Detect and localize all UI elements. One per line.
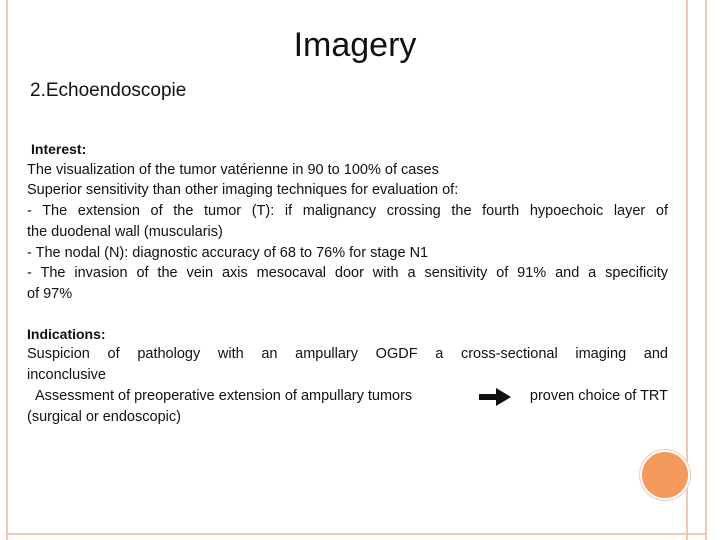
decorative-circle [640,450,690,500]
interest-line-6: - The invasion of the vein axis mesocaval door with a sensitivity of 91% and a specificity [27,265,668,282]
interest-line-5: - The nodal (N): diagnostic accuracy of 68 to 76% for stage N1 [27,244,429,261]
slide-border-left [6,0,8,540]
treatment-choice-text: proven choice of TRT [529,387,668,404]
slide-border-right [686,0,688,540]
interest-line-1: The visualization of the tumor vatérienne in 90 to 100% of cases [27,161,439,178]
indications-heading: Indications: [27,325,106,342]
interest-line-7: of 97% [27,285,73,302]
assessment-text: Assessment of preoperative extension of ampullary tumors [35,387,413,404]
interest-line-4: the duodenal wall (muscularis) [27,223,223,240]
indications-line-2: inconclusive [27,367,106,384]
interest-heading: Interest: [31,141,87,157]
indications-line-4: (surgical or endoscopic) [27,408,181,425]
assessment-row [27,386,668,407]
slide-border-right-outer [705,0,707,540]
interest-line-2: Superior sensitivity than other imaging techniques for evaluation of: [27,182,459,199]
slide-border-bottom [6,533,706,535]
indications-line-1: Suspicion of pathology with an ampullary OGDF a cross-sectional imaging and [27,346,668,363]
slide-subtitle: 2.Echoendoscopie [30,80,187,101]
interest-line-3: - The extension of the tumor (T): if malignancy crossing the fourth hypoechoic layer of [27,203,668,220]
section-gap [27,305,668,324]
right-arrow-icon [479,388,511,406]
slide-content [27,139,668,427]
slide-title: Imagery [293,26,417,64]
